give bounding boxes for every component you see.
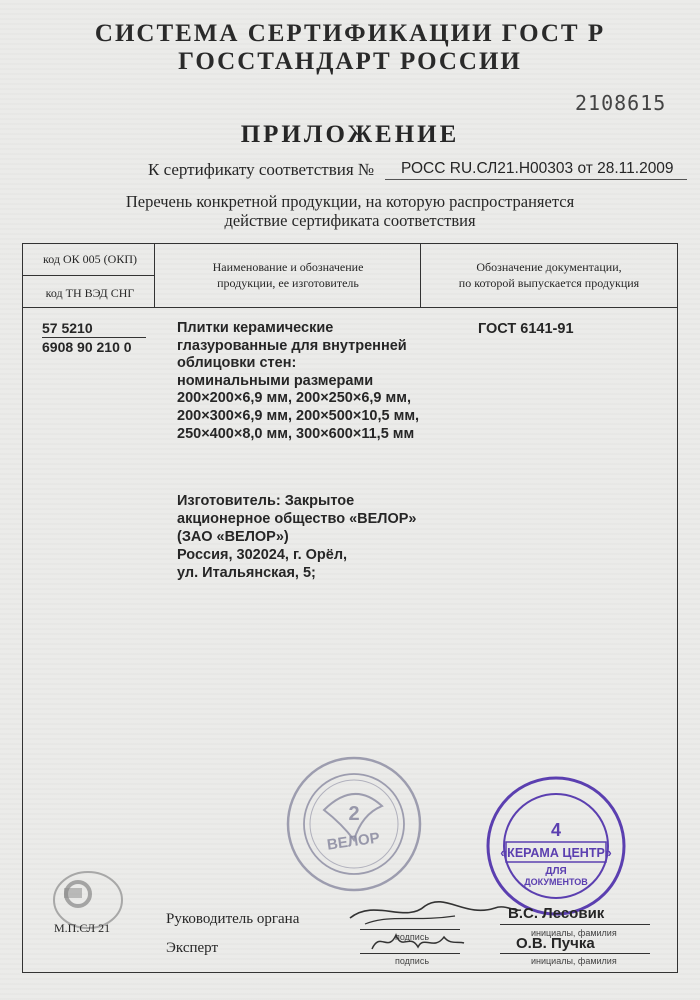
manufacturer-line: Россия, 302024, г. Орёл, — [177, 547, 348, 563]
head-name-line — [500, 924, 650, 925]
velor-seal-digit: 2 — [348, 803, 360, 825]
header-system: СИСТЕМА СЕРТИФИКАЦИИ ГОСТ Р — [94, 20, 606, 47]
product-line: облицовки стен: — [177, 355, 297, 372]
col-header-okp: код ОК 005 (ОКП) — [43, 252, 137, 266]
head-label: Руководитель органа — [166, 911, 300, 927]
standard-reference: ГОСТ 6141-91 — [478, 321, 574, 337]
header-bottom-line — [22, 307, 678, 308]
product-line: 200×200×6,9 мм, 200×250×6,9 мм, — [177, 390, 412, 407]
page-title: ПРИЛОЖЕНИЕ — [240, 121, 460, 148]
col-header-doc-1: Обозначение документации, — [476, 260, 622, 274]
signature-caption: подпись — [395, 932, 430, 942]
column-divider — [154, 243, 155, 307]
name-caption: инициалы, фамилия — [531, 956, 617, 966]
expert-label: Эксперт — [166, 940, 219, 956]
header-split-line — [22, 275, 154, 276]
stamp-place-label: М.П.СЛ 21 — [54, 921, 111, 935]
col-header-name-1: Наименование и обозначение — [212, 260, 364, 274]
expert-name-line — [500, 953, 650, 954]
kerama-stamp-line2: ДЛЯ — [545, 866, 567, 877]
col-header-doc-2: по которой выпускается продукция — [458, 276, 640, 290]
manufacturer-line: ул. Итальянская, 5; — [177, 565, 316, 581]
list-heading-line1: Перечень конкретной продукции, на которую распространяется — [125, 192, 575, 211]
code-okp: 57 5210 — [42, 320, 93, 336]
code-tnved: 6908 90 210 0 — [42, 339, 132, 355]
column-divider — [420, 243, 421, 307]
manufacturer-line: (ЗАО «ВЕЛОР») — [177, 529, 289, 545]
expert-signature-line — [360, 953, 460, 954]
product-line: номинальными размерами — [177, 372, 374, 389]
kerama-stamp-name: «КЕРАМА ЦЕНТР» — [500, 846, 612, 860]
name-caption: инициалы, фамилия — [531, 928, 617, 938]
manufacturer-line: Изготовитель: Закрытое — [177, 493, 355, 509]
velor-seal — [284, 754, 424, 894]
signature-caption: подпись — [395, 956, 430, 966]
product-line: 200×300×6,9 мм, 200×500×10,5 мм, — [177, 408, 420, 424]
cert-label: К сертификату соответствия № — [148, 160, 375, 179]
product-line: Плитки керамические — [177, 320, 334, 336]
head-name: В.С. Лесовик — [508, 905, 605, 922]
col-header-name-2: продукции, ее изготовитель — [217, 276, 359, 290]
product-line: глазурованные для внутренней — [177, 337, 407, 354]
kerama-stamp-digit: 4 — [550, 820, 562, 840]
cert-underline — [385, 179, 687, 180]
list-heading-line2: действие сертификата соответствия — [224, 211, 476, 230]
kerama-stamp-line3: ДОКУМЕНТОВ — [524, 877, 588, 887]
cert-number: РОСС RU.СЛ21.Н00303 от 28.11.2009 — [401, 160, 674, 177]
manufacturer-line: акционерное общество «ВЕЛОР» — [177, 511, 417, 527]
header-agency: ГОССТАНДАРТ РОССИИ — [178, 48, 522, 75]
col-header-tnved: код ТН ВЭД СНГ — [45, 286, 135, 300]
product-line: 250×400×8,0 мм, 300×600×11,5 мм — [177, 425, 415, 442]
code-underline — [42, 337, 146, 338]
velor-seal-name: ВЕЛОР — [325, 829, 381, 854]
serial-number: 2108615 — [575, 91, 667, 115]
expert-name: О.В. Пучка — [516, 935, 595, 952]
